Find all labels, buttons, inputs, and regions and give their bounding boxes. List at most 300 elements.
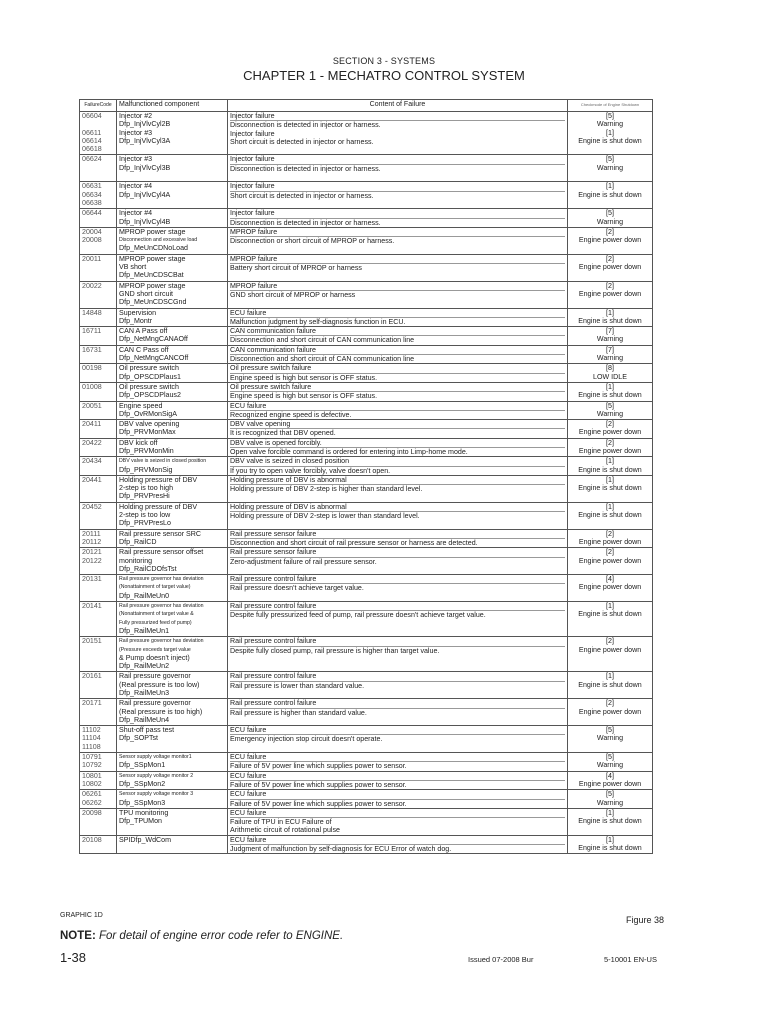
content-line: [230, 655, 565, 663]
failure-code-line: 20131: [82, 575, 102, 584]
content-line: Rail pressure is higher than standard value.: [230, 708, 367, 717]
component-line: & Pump doesn't inject): [119, 653, 190, 662]
content-line: DBV valve opening: [230, 420, 565, 429]
document-number: 5-10001 EN-US: [604, 955, 657, 964]
severity-line: [570, 298, 650, 306]
failure-code-line: [82, 391, 114, 399]
failure-code-line: [82, 817, 114, 825]
failure-code-cell: [80, 438, 117, 457]
failure-code-line: 20008: [82, 236, 102, 245]
component-line: Dfp_PRVMonSig: [119, 465, 173, 474]
severity-line: Warning: [596, 761, 624, 770]
content-cell: [228, 502, 568, 529]
content-cell: [228, 753, 568, 772]
severity-line: [570, 244, 650, 252]
component-line: Sensor supply voltage monitor 3: [119, 791, 194, 798]
failure-code-line: 10802: [82, 779, 102, 788]
failure-code-line: [82, 373, 114, 381]
severity-line: [2]: [606, 281, 614, 290]
component-cell: [117, 637, 228, 672]
component-line: Dfp_SSpMon1: [119, 761, 166, 770]
component-line: DBV valve opening: [119, 420, 180, 429]
failure-code-line: 20171: [82, 699, 102, 708]
severity-cell: [568, 602, 653, 637]
failure-code-cell: [80, 726, 117, 753]
failure-code-line: 20141: [82, 602, 102, 611]
component-line: Dfp_InjVlvCyl4A: [119, 190, 171, 199]
severity-line: [1]: [606, 128, 614, 137]
component-line: MPROP power stage: [119, 254, 186, 263]
severity-line: Engine power down: [578, 236, 642, 245]
failure-code-cell: [80, 182, 117, 209]
failure-code-cell: [80, 308, 117, 327]
component-line: Oil pressure switch: [119, 382, 179, 391]
content-line: Holding pressure of DBV 2-step is lower than standard level.: [230, 512, 420, 521]
content-line: [230, 493, 565, 501]
content-line: Disconnection or short circuit of MPROP or harness.: [230, 237, 395, 246]
component-cell: [117, 364, 228, 383]
component-line: Dfp_TPUMon: [119, 817, 162, 826]
component-line: Dfp_PRVMonMax: [119, 428, 176, 437]
component-cell: [117, 575, 228, 602]
severity-cell: [568, 327, 653, 346]
component-line: CAN A Pass off: [119, 327, 168, 336]
component-line: Disconnection and excessive load: [119, 237, 198, 244]
content-line: [230, 272, 565, 280]
severity-cell: [568, 227, 653, 254]
severity-line: Engine is shut down: [578, 844, 642, 853]
content-line: [230, 173, 565, 181]
severity-line: Warning: [596, 163, 624, 172]
table-row: [80, 726, 653, 753]
issued-date: Issued 07-2008 Bur: [468, 955, 534, 964]
severity-line: Engine is shut down: [578, 817, 642, 826]
severity-line: Engine is shut down: [578, 484, 642, 493]
severity-line: [570, 199, 650, 207]
table-row: [80, 637, 653, 672]
failure-code-line: 20022: [82, 281, 102, 290]
component-cell: [117, 726, 228, 753]
severity-line: [570, 689, 650, 697]
failure-code-line: 10801: [82, 771, 102, 780]
failure-code-line: 06604: [82, 112, 102, 120]
figure-label: Figure 38: [626, 915, 665, 925]
severity-line: [2]: [606, 227, 614, 236]
content-line: Disconnection and short circuit of CAN communication line: [230, 355, 415, 364]
failure-code-line: [82, 646, 114, 654]
table-row: [80, 502, 653, 529]
component-line: CAN C Pass off: [119, 345, 169, 354]
table-row: [80, 771, 653, 790]
component-cell: [117, 790, 228, 809]
failure-code-line: [82, 218, 114, 226]
component-line: Dfp_OPSCDPlaus2: [119, 391, 181, 400]
content-line: CAN communication failure: [230, 346, 565, 355]
severity-cell: [568, 637, 653, 672]
failure-code-line: [82, 466, 114, 474]
failure-code-line: 20051: [82, 401, 102, 410]
content-cell: [228, 420, 568, 439]
header-content: Content of Failure: [228, 100, 568, 112]
component-line: Rail pressure governor has deviation: [119, 603, 204, 610]
content-line: ECU failure: [230, 753, 565, 762]
content-line: Despite fully closed pump, rail pressure is higher than target value.: [230, 646, 440, 655]
content-line: [230, 628, 565, 636]
severity-line: [570, 619, 650, 627]
severity-line: [1]: [606, 475, 614, 484]
content-line: [230, 593, 565, 601]
severity-cell: [568, 835, 653, 854]
failure-code-line: 11102: [82, 726, 101, 735]
failure-code-cell: [80, 364, 117, 383]
table-row: [80, 401, 653, 420]
table-row: [80, 345, 653, 364]
content-cell: [228, 637, 568, 672]
content-line: ECU failure: [230, 809, 565, 818]
content-line: ECU failure: [230, 836, 565, 845]
component-line: Rail pressure governor: [119, 699, 191, 708]
failure-code-line: 20122: [82, 556, 102, 565]
component-line: DBV valve is seized in closed position: [119, 458, 207, 465]
failure-code-line: 20422: [82, 438, 102, 447]
component-line: Dfp_Montr: [119, 316, 153, 325]
severity-line: [1]: [606, 502, 614, 511]
failure-code-line: [82, 844, 114, 852]
failure-code-line: [82, 565, 114, 573]
component-line: SPIDfp_WdCom: [119, 835, 172, 844]
failure-code-line: 06614: [82, 136, 102, 145]
component-line: Dfp_OvRMonSigA: [119, 409, 177, 418]
content-cell: [228, 790, 568, 809]
component-line: (Nonattainment of target value &: [119, 611, 194, 618]
failure-code-line: [82, 583, 114, 591]
content-cell: [228, 438, 568, 457]
severity-line: [5]: [606, 155, 614, 164]
failure-code-line: [82, 298, 114, 306]
severity-line: Engine is shut down: [578, 136, 642, 145]
severity-line: Engine power down: [578, 428, 642, 437]
severity-line: [1]: [606, 672, 614, 681]
content-line: It is recognized that DBV opened.: [230, 429, 336, 438]
component-line: Sensor supply voltage monitor 2: [119, 772, 194, 779]
component-line: (Nonattainment of target value): [119, 584, 191, 591]
failure-code-cell: [80, 753, 117, 772]
failure-code-line: 06618: [82, 145, 102, 154]
content-line: CAN communication failure: [230, 327, 565, 336]
content-line: [230, 299, 565, 307]
content-line: ECU failure: [230, 402, 565, 411]
failure-code-cell: [80, 475, 117, 502]
failure-code-line: [82, 428, 114, 436]
content-line: Disconnection and short circuit of rail pressure sensor or harness are detected.: [230, 538, 478, 547]
severity-line: [8]: [606, 364, 614, 373]
failure-code-line: [82, 120, 114, 128]
severity-line: Engine power down: [578, 556, 642, 565]
failure-code-table: [79, 99, 653, 854]
failure-code-line: [82, 263, 114, 271]
header-shutdown-mode: Checkmode of Engine Shutdown: [568, 100, 653, 112]
content-line: Emergency injection stop circuit doesn't operate.: [230, 735, 383, 744]
content-cell: [228, 182, 568, 209]
severity-line: [4]: [606, 575, 614, 584]
failure-code-line: [82, 662, 114, 670]
content-cell: [228, 726, 568, 753]
failure-code-line: [82, 689, 114, 697]
component-line: Dfp_PRVMonMin: [119, 446, 174, 455]
failure-code-line: [82, 825, 114, 833]
content-line: [230, 200, 565, 208]
content-line: Rail pressure control failure: [230, 637, 565, 646]
severity-cell: [568, 155, 653, 182]
failure-code-cell: [80, 790, 117, 809]
component-cell: [117, 699, 228, 726]
failure-code-line: [82, 681, 114, 689]
content-line: Recognized engine speed is defective.: [230, 410, 352, 419]
table-body: [80, 112, 653, 854]
component-cell: [117, 182, 228, 209]
component-cell: [117, 835, 228, 854]
component-line: [119, 844, 225, 852]
severity-cell: [568, 726, 653, 753]
content-line: Short circuit is detected in injector or harness.: [230, 191, 374, 200]
content-cell: [228, 209, 568, 228]
component-line: Holding pressure of DBV: [119, 502, 198, 511]
component-line: Dfp_MeUnCDSCBat: [119, 271, 184, 280]
content-line: Rail pressure doesn't achieve target value.: [230, 584, 364, 593]
failure-code-cell: [80, 345, 117, 364]
content-line: [230, 717, 565, 725]
failure-code-cell: [80, 254, 117, 281]
content-line: Failure of 5V power line which supplies power to sensor.: [230, 762, 407, 771]
severity-cell: [568, 254, 653, 281]
component-line: Dfp_RailMeUn4: [119, 715, 170, 724]
content-cell: [228, 281, 568, 308]
severity-cell: [568, 401, 653, 420]
severity-line: [2]: [606, 420, 614, 429]
failure-code-line: [82, 627, 114, 635]
component-line: Dfp_MeUnCDNoLoad: [119, 244, 189, 253]
component-line: (Real pressure is too high): [119, 707, 203, 716]
component-cell: [117, 808, 228, 835]
content-line: MPROP failure: [230, 282, 565, 291]
content-cell: [228, 771, 568, 790]
note-label: NOTE:: [60, 930, 96, 942]
failure-code-line: [82, 654, 114, 662]
table-row: [80, 835, 653, 854]
component-line: Dfp_MeUnCDSCGnd: [119, 298, 187, 307]
severity-line: [5]: [606, 726, 614, 735]
component-line: [119, 743, 225, 751]
content-line: Disconnection is detected in injector or harness.: [230, 121, 381, 130]
component-line: MPROP power stage: [119, 281, 186, 290]
page-number: 1-38: [60, 950, 87, 965]
component-cell: [117, 529, 228, 548]
content-cell: [228, 835, 568, 854]
component-line: Dfp_InjVlvCyl4B: [119, 217, 171, 226]
severity-line: [1]: [606, 182, 614, 191]
content-line: Battery short circuit of MPROP or harness: [230, 264, 362, 273]
failure-table-container: [79, 99, 652, 854]
component-cell: [117, 438, 228, 457]
severity-line: [570, 825, 650, 833]
table-row: [80, 182, 653, 209]
table-row: [80, 699, 653, 726]
content-cell: [228, 548, 568, 575]
failure-code-line: 16731: [82, 345, 102, 354]
severity-line: Engine power down: [578, 289, 642, 298]
content-line: [230, 520, 565, 528]
component-line: Dfp_RailCD: [119, 537, 157, 546]
content-cell: [228, 382, 568, 401]
content-line: Rail pressure control failure: [230, 672, 565, 681]
note: [60, 930, 343, 942]
component-line: Dfp_OPSCDPlaus1: [119, 372, 181, 381]
content-line: Malfunction judgment by self-diagnosis function in ECU.: [230, 317, 406, 326]
severity-cell: [568, 575, 653, 602]
content-line: [230, 146, 565, 154]
failure-code-line: [82, 511, 114, 519]
component-line: 2-step is too high: [119, 484, 174, 493]
severity-cell: [568, 548, 653, 575]
severity-line: [2]: [606, 529, 614, 538]
content-cell: [228, 699, 568, 726]
failure-code-cell: [80, 771, 117, 790]
failure-code-line: 06644: [82, 209, 102, 218]
severity-line: [2]: [606, 254, 614, 263]
failure-code-line: [82, 716, 114, 724]
content-line: [230, 245, 565, 253]
failure-code-line: 11108: [82, 742, 101, 751]
component-cell: [117, 227, 228, 254]
table-row: [80, 327, 653, 346]
content-line: Oil pressure switch failure: [230, 364, 565, 373]
failure-code-line: [82, 447, 114, 455]
table-row: [80, 254, 653, 281]
component-line: GND short circuit: [119, 289, 173, 298]
failure-code-line: 20161: [82, 672, 102, 681]
failure-code-line: 20011: [82, 254, 102, 263]
severity-line: [1]: [606, 835, 614, 844]
failure-code-line: [82, 592, 114, 600]
severity-line: Engine is shut down: [578, 190, 642, 199]
component-cell: [117, 420, 228, 439]
failure-code-cell: [80, 382, 117, 401]
component-cell: [117, 382, 228, 401]
severity-line: [1]: [606, 602, 614, 611]
component-line: Shut-off pass test: [119, 726, 175, 735]
component-line: [119, 145, 225, 153]
severity-line: Warning: [596, 354, 624, 363]
severity-line: [1]: [606, 382, 614, 391]
table-row: [80, 548, 653, 575]
failure-code-line: 00198: [82, 364, 102, 373]
component-cell: [117, 112, 228, 155]
content-line: ECU failure: [230, 726, 565, 735]
component-line: MPROP power stage: [119, 227, 186, 236]
content-line: Injector failure: [230, 129, 275, 138]
header-component: Malfunctioned component: [117, 100, 228, 112]
component-line: Dfp_RailMeUn3: [119, 689, 170, 697]
failure-code-line: 20151: [82, 637, 102, 646]
component-line: [119, 199, 225, 207]
content-cell: [228, 672, 568, 699]
content-line: Arithmetic circuit of rotational pulse: [230, 826, 340, 835]
table-row: [80, 672, 653, 699]
component-line: Dfp_SSpMon2: [119, 779, 166, 788]
content-cell: [228, 254, 568, 281]
failure-code-cell: [80, 835, 117, 854]
content-line: [230, 690, 565, 698]
component-line: Oil pressure switch: [119, 364, 179, 373]
severity-cell: [568, 808, 653, 835]
severity-cell: [568, 771, 653, 790]
failure-code-line: [82, 271, 114, 279]
content-line: [230, 663, 565, 671]
severity-line: [570, 172, 650, 180]
failure-code-cell: [80, 699, 117, 726]
content-cell: [228, 602, 568, 637]
severity-cell: [568, 382, 653, 401]
content-line: Rail pressure sensor failure: [230, 548, 565, 557]
failure-code-line: 06624: [82, 155, 102, 164]
failure-code-line: 20121: [82, 548, 102, 557]
severity-cell: [568, 753, 653, 772]
failure-code-line: [82, 610, 114, 618]
component-cell: [117, 602, 228, 637]
content-line: Despite fully pressurized feed of pump, rail pressure doesn't achieve target value.: [230, 611, 486, 620]
component-line: Rail pressure sensor offset: [119, 548, 204, 557]
table-row: [80, 457, 653, 476]
severity-line: Engine is shut down: [578, 610, 642, 619]
component-line: 2-step is too low: [119, 511, 171, 520]
content-line: [230, 620, 565, 628]
content-cell: [228, 401, 568, 420]
severity-cell: [568, 281, 653, 308]
content-cell: [228, 112, 568, 155]
severity-line: Engine power down: [578, 537, 642, 546]
component-line: Holding pressure of DBV: [119, 475, 198, 484]
severity-line: Warning: [596, 798, 624, 807]
failure-code-cell: [80, 637, 117, 672]
severity-line: [7]: [606, 327, 614, 336]
severity-line: Warning: [596, 120, 624, 129]
component-line: Dfp_NetMngCANCOff: [119, 354, 189, 363]
severity-line: Engine power down: [578, 446, 642, 455]
failure-code-line: 14848: [82, 308, 102, 317]
severity-line: [570, 519, 650, 527]
severity-line: [2]: [606, 699, 614, 708]
table-row: [80, 112, 653, 155]
content-cell: [228, 364, 568, 383]
component-line: Dfp_RailMeUn0: [119, 591, 170, 600]
component-line: VB short: [119, 263, 147, 272]
failure-code-cell: [80, 672, 117, 699]
severity-cell: [568, 502, 653, 529]
failure-code-line: 06638: [82, 198, 102, 207]
severity-line: Engine is shut down: [578, 391, 642, 400]
content-line: Rail pressure is lower than standard value.: [230, 681, 365, 690]
content-line: ECU failure: [230, 772, 565, 781]
component-line: TPU monitoring: [119, 808, 169, 817]
failure-code-line: 06262: [82, 798, 102, 807]
component-line: Rail pressure governor has deviation: [119, 638, 204, 645]
failure-code-line: [82, 290, 114, 298]
severity-cell: [568, 699, 653, 726]
failure-code-line: [82, 410, 114, 418]
content-cell: [228, 808, 568, 835]
failure-code-line: 16711: [82, 327, 102, 336]
failure-code-line: 10791: [82, 753, 102, 762]
